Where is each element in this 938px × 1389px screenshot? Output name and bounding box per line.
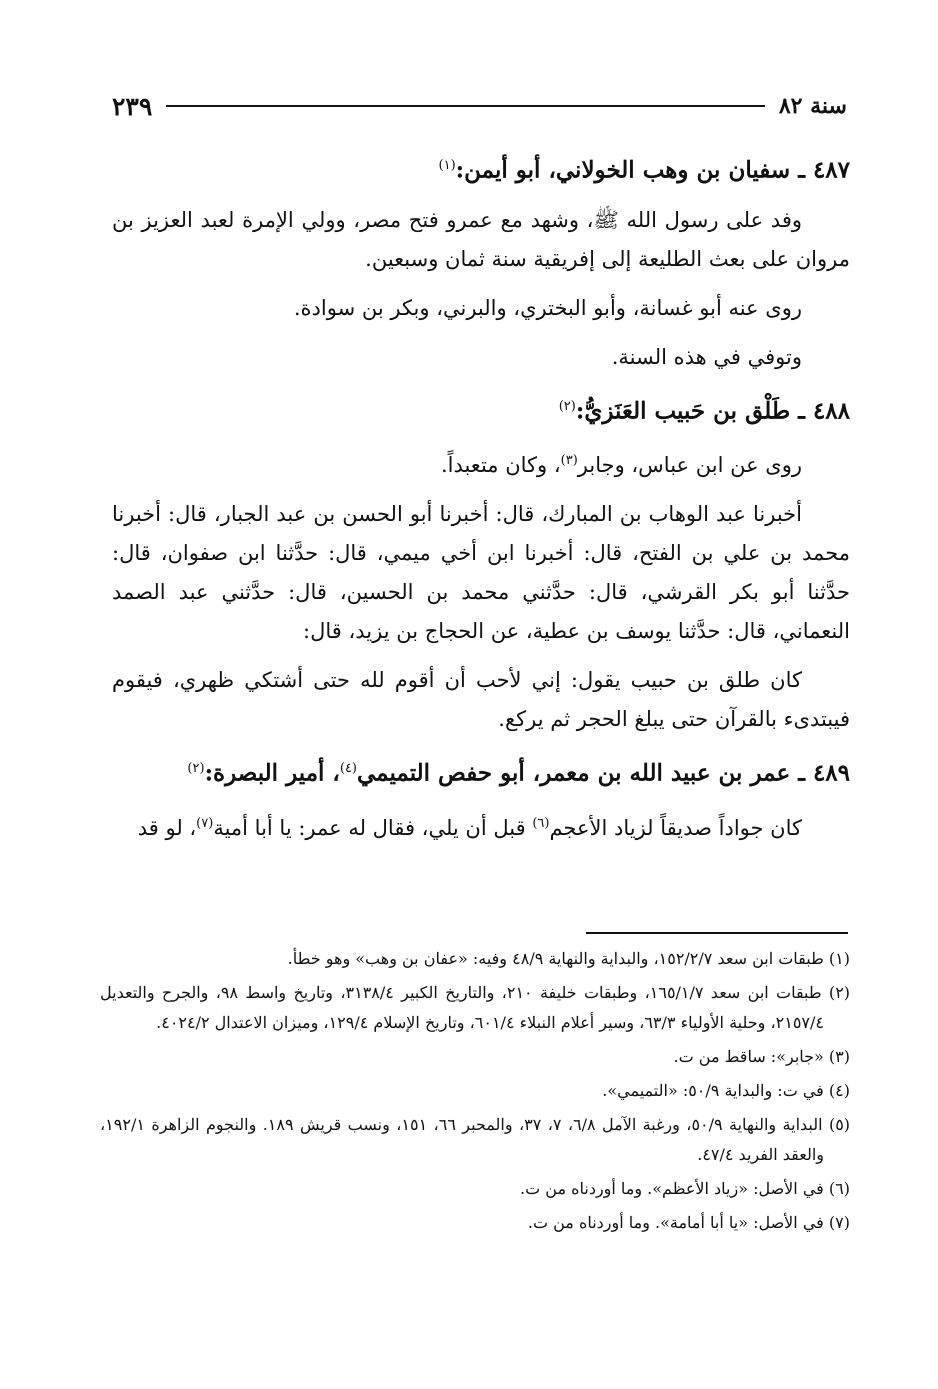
main-text: [112, 140, 850, 858]
footnote: (٧) في الأصل: «يا أبا أمامة». وما أوردناه من ت.: [527, 1213, 850, 1232]
footnote-separator: [586, 932, 848, 934]
footnote: (٤) في ت: والبداية ٥٠/٩: «التميمي».: [602, 1081, 850, 1100]
paragraph-text: ، لو قد: [137, 815, 197, 840]
note-ref: (٣): [560, 453, 578, 469]
paragraph: كان طلق بن حبيب يقول: إني لأحب أن أقوم لله حتى أشتكي ظهري، فيقوم فيبتدىء بالقرآن حتى يبلغ الحجر ثم يركع.: [112, 668, 850, 732]
footnote: (٦) في الأصل: «زياد الأعظم». وما أوردناه من ت.: [520, 1179, 850, 1198]
entry-heading-489: [112, 749, 850, 794]
paragraph-text: كان جواداً صديقاً لزياد الأعجم: [549, 815, 802, 840]
note-ref: (٢): [187, 761, 205, 777]
note-ref: (٧): [196, 815, 214, 831]
isnad-paragraph: أخبرنا عبد الوهاب بن المبارك، قال: أخبرنا أبو الحسن بن عبد الجبار، قال: أخبرنا محمد بن علي بن الفتح، قال: أخبرنا ابن أخي ميمي، قال: حدَّثنا ابن صفوان، قال: حدَّثنا أبو بكر القرشي، قال: حدَّثني محمد بن الحسين، قال: حدَّثني عبد الصمد النعماني، قال: حدَّثنا يوسف بن عطية، عن الحجاج بن يزيد، قال:: [112, 502, 850, 644]
paragraph: [112, 804, 850, 848]
note-ref: (٢): [558, 398, 576, 414]
running-title: سنة ٨٢: [778, 93, 847, 119]
paragraph: روى عنه أبو غسانة، وأبو البختري، والبرني، وبكر بن سوادة.: [293, 295, 802, 320]
header-rule: [166, 105, 765, 107]
footnotes: [100, 944, 850, 1242]
footnote: (٥) البداية والنهاية ٥٠/٩، ورغبة الآمل ٦/٨، ٧، ٣٧، والمحبر ٦٦، ١٥١، ونسب قريش ١٨٩. والنجوم الزاهرة ١٩٢/١، والعقد الفريد ٤٧/٤.: [100, 1115, 851, 1164]
heading-text: ٤٨٨ ـ طَلْق بن حَبيب العَنَزيُّ:: [575, 397, 850, 425]
paragraph: وتوفي في هذه السنة.: [611, 344, 802, 369]
heading-text: ٤٨٩ ـ عمر بن عبيد الله بن معمر، أبو حفص التميمي: [357, 759, 850, 787]
entry-heading-487: [112, 146, 850, 191]
paragraph-text: قبل أن يلي، فقال له عمر: يا أبا أمية: [213, 815, 533, 840]
heading-text: ٤٨٧ ـ سفيان بن وهب الخولاني، أبو أيمن:: [455, 156, 850, 184]
heading-text: ، أمير البصرة:: [204, 759, 340, 787]
paragraph: وفد على رسول الله ﷺ، وشهد مع عمرو فتح مصر، وولي الإمرة لعبد العزيز بن مروان على بعث الطليعة إلى إفريقية سنة ثمان وسبعين.: [112, 207, 850, 271]
note-ref: (١): [438, 158, 456, 173]
note-ref: (٦): [532, 815, 550, 831]
page-header: [112, 88, 847, 124]
note-ref: (٤): [339, 761, 357, 777]
paragraph: [112, 441, 850, 485]
page-number: ٢٣٩: [112, 91, 153, 121]
entry-heading-488: [112, 387, 850, 432]
paragraph-text: ، وكان متعبداً.: [440, 453, 561, 478]
paragraph-text: روى عن ابن عباس، وجابر: [577, 453, 802, 478]
footnote: (١) طبقات ابن سعد ١٥٢/٢/٧، والبداية والنهاية ٤٨/٩ وفيه: «عفان بن وهب» وهو خطأ.: [287, 949, 850, 968]
footnote: (٢) طبقات ابن سعد ١٦٥/١/٧، وطبقات خليفة ٢١٠، والتاريخ الكبير ٣١٣٨/٤، وتاريخ واسط ٩٨، والجرح والتعديل ٢١٥٧/٤، وحلية الأولياء ٦٣/٣، وسير أعلام النبلاء ٦٠١/٤، وتاريخ الإسلام ١٢٩/٤، وميزان الاعتدال ٤٠٢٤/٢.: [100, 983, 851, 1032]
footnote: (٣) «جابر»: ساقط من ت.: [673, 1047, 850, 1066]
